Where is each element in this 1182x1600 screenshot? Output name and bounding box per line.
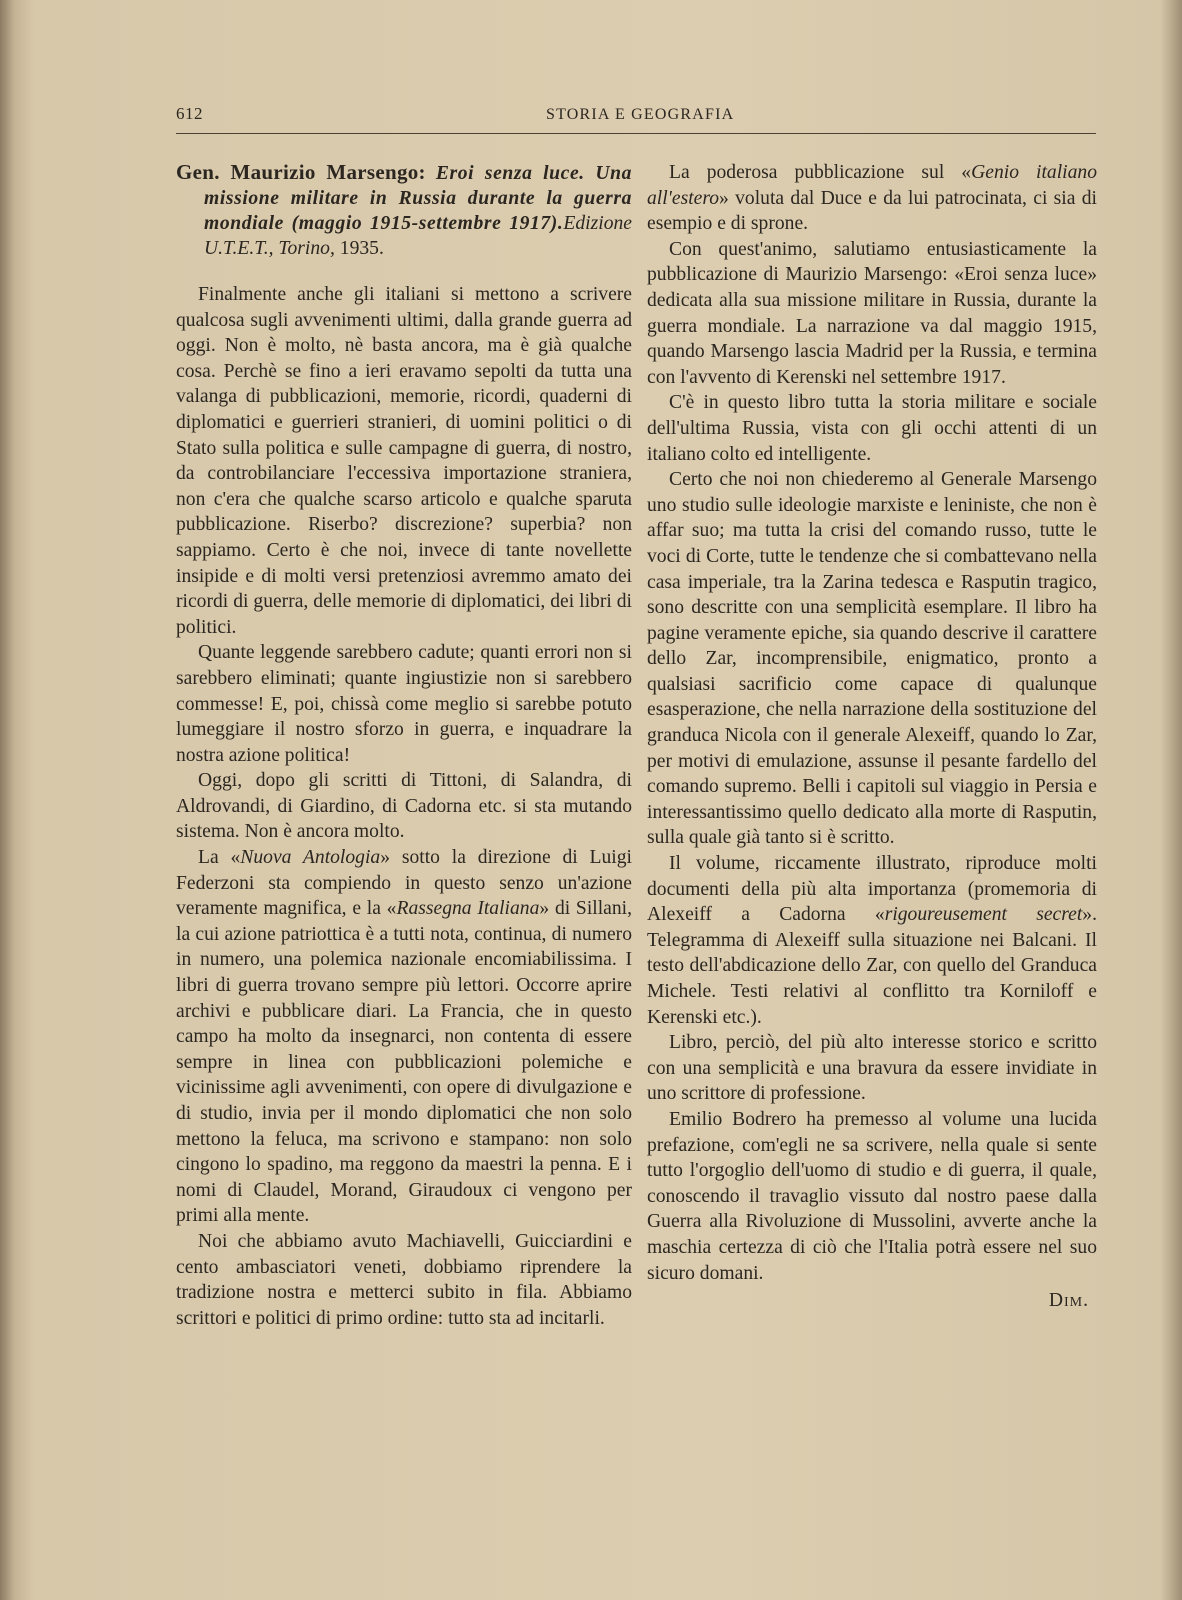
paragraph-4-part-b: » sotto la direzione di Luigi Federzoni sta compiendo in questo senzo un'azione veramente magnifica, e la «	[176, 847, 632, 920]
book-publisher: Edizione U.T.E.T.,	[204, 213, 632, 259]
paragraph-4	[176, 845, 632, 1229]
paragraph-11: Libro, perciò, del più alto interesse storico e scritto con una semplicità e una bravura da essere invidiate in uno scrittore di professione.	[647, 1032, 1097, 1105]
review-signature: Dim.	[1048, 1290, 1089, 1312]
paragraph-8: C'è in questo libro tutta la storia militare e sociale dell'ultima Russia, vista con gli occhi attenti di un italiano colto ed intelligente.	[647, 392, 1097, 465]
book-title: Eroi senza luce. Una missione militare in Russia durante la guerra mondiale (maggio 1915-settembre 1917).	[204, 163, 633, 234]
paragraph-5: Noi che abbiamo avuto Machiavelli, Guicciardini e cento ambasciatori veneti, dobbiamo riprendere la tradizione nostra e metterci subito in fila. Abbiamo scrittori e politici di primo ordine: tutto sta ad incitarli.	[176, 1230, 632, 1329]
paragraph-4-part-c: » di Sillani, la cui azione patriottica è a tutti nota, continua, di numero in numero, una polemica nazionale encomiabilissima. I libri di guerra trovano sempre più lettori. Occorre aprire archivi e pubblicare diari. La Francia, che in questo campo ha molto da insegnarci, non contenta di essere sempre in linea con pubblicazioni polemiche e vicinissime agli avvenimenti, con opere di divulgazione e di studio, invia per il mondo diplomatici che non solo mettono la feluca, ma scrivono e stampano: non solo cingono lo spadino, ma reggono da maestri la penna. E i nomi di Claudel, Morand, Giraudoux ci vengono per primi alla mente.	[176, 898, 632, 1227]
paragraph-4-part-a: La «	[198, 847, 241, 869]
review-heading	[176, 160, 632, 261]
journal-rassegna-italiana: Rassegna Italiana	[396, 898, 540, 920]
paragraph-3: Oggi, dopo gli scritti di Tittoni, di Salandra, di Aldrovandi, di Giardino, di Cadorna etc. si sta mutando sistema. Non è ancora molto.	[176, 770, 632, 843]
paragraph-10-part-b: ». Telegramma di Alexeiff sulla situazione nei Balcani. Il testo dell'abdicazione dello Zar, con quello del Granduca Michele. Testi relativi al conflitto tra Korniloff e Kerenski etc.).	[647, 904, 1097, 1028]
paragraph-6-part-b: » voluta dal Duce e da lui patrocinata, ci sia di esempio e di sprone.	[647, 187, 1097, 235]
paragraph-9: Certo che noi non chiederemo al Generale Marsengo uno studio sulle ideologie marxiste e leniniste, che non è affar suo; ma tutta la crisi del comando russo, tutte le voci di Corte, tutte le tendenze che si combattevano nella casa imperiale, tra la Zarina tedesca e Rasputin tragico, sono descritte con una semplicità esemplare. Il libro ha pagine veramente epiche, sia quando descrive il carattere dello Zar, incomprensibile, enigmatico, pronto a qualsiasi sacrificio come capace di qualunque esasperazione, che nella narrazione della sostituzione del granduca Nicola con il generale Alexeiff, quando lo Zar, per motivi di emulazione, assunse il pesante fardello del comando supremo. Belli i capitoli sul viaggio in Persia e interessantissimo quello dedicato alla morte di Rasputin, sulla quale già tanto si è scritto.	[647, 469, 1097, 849]
page-number: 612	[176, 104, 203, 123]
paragraph-1: Finalmente anche gli italiani si mettono a scrivere qualcosa sugli avvenimenti ultimi, dalla grande guerra ad oggi. Non è molto, nè basta ancora, ma è già qualche cosa. Perchè se fino a ieri eravamo sepolti da tutta una valanga di pubblicazioni, memorie, ricordi, quaderni di diplomatici e guerrieri stranieri, di uomini politici o di Stato sulla politica e sulle campagne di guerra, di nostro, da controbilanciare l'eccessiva importazione straniera, non c'era che qualche scarso articolo e qualche sparuta pubblicazione. Riserbo? discrezione? superbia? non sappiamo. Certo è che noi, invece di tante novellette insipide e di molti versi pretenziosi avremmo amato dei ricordi di guerra, delle memorie di diplomatici, dei libri di politici.	[176, 284, 632, 638]
paragraph-10-part-a: Il volume, riccamente illustrato, riproduce molti documenti della più alta importanza (promemoria di Alexeiff a Cadorna «	[647, 853, 1097, 926]
running-head: STORIA E GEOGRAFIA	[546, 106, 735, 123]
page-header	[176, 104, 1096, 134]
journal-nuova-antologia: Nuova Antologia	[240, 847, 381, 869]
work-genio-italiano: Genio italiano all'estero	[647, 162, 1097, 209]
left-column	[176, 160, 632, 1331]
header-rule	[176, 133, 1096, 134]
book-year: 1935.	[339, 238, 384, 259]
document-rigoureusement-secret: rigoureusement secret	[884, 904, 1083, 926]
book-author: Gen. Maurizio Marsengo:	[176, 160, 426, 184]
book-place: Torino,	[278, 238, 335, 259]
paragraph-7: Con quest'animo, salutiamo entusiasticamente la pubblicazione di Maurizio Marsengo: «Eroi senza luce» dedicata alla sua missione militare in Russia, durante la guerra mondiale. La narrazione va dal maggio 1915, quando Marsengo lascia Madrid per la Russia, e termina con l'avvento di Kerenski nel settembre 1917.	[647, 238, 1097, 388]
page-edge-shadow	[1160, 0, 1182, 1600]
paragraph-2: Quante leggende sarebbero cadute; quanti errori non si sarebbero eliminati; quante ingiustizie non si sarebbero commesse! E, poi, chissà come meglio si sarebbe potuto lumeggiare il nostro sforzo in guerra, e inquadrare la nostra azione politica!	[176, 642, 632, 766]
paragraph-10	[647, 851, 1097, 1030]
right-column	[647, 160, 1097, 1314]
paragraph-6-part-a: La poderosa pubblicazione sul «	[669, 162, 972, 183]
paragraph-6	[647, 160, 1097, 237]
paragraph-12: Emilio Bodrero ha premesso al volume una lucida prefazione, com'egli ne sa scrivere, nella quale si sente tutto l'orgoglio dell'uomo di studio e di guerra, il quale, conoscendo il travaglio vissuto dal nostro paese dalla Guerra alla Rivoluzione di Mussolini, avverte anche la maschia certezza di ciò che l'Italia potrà essere nel suo sicuro domani.	[647, 1108, 1097, 1284]
